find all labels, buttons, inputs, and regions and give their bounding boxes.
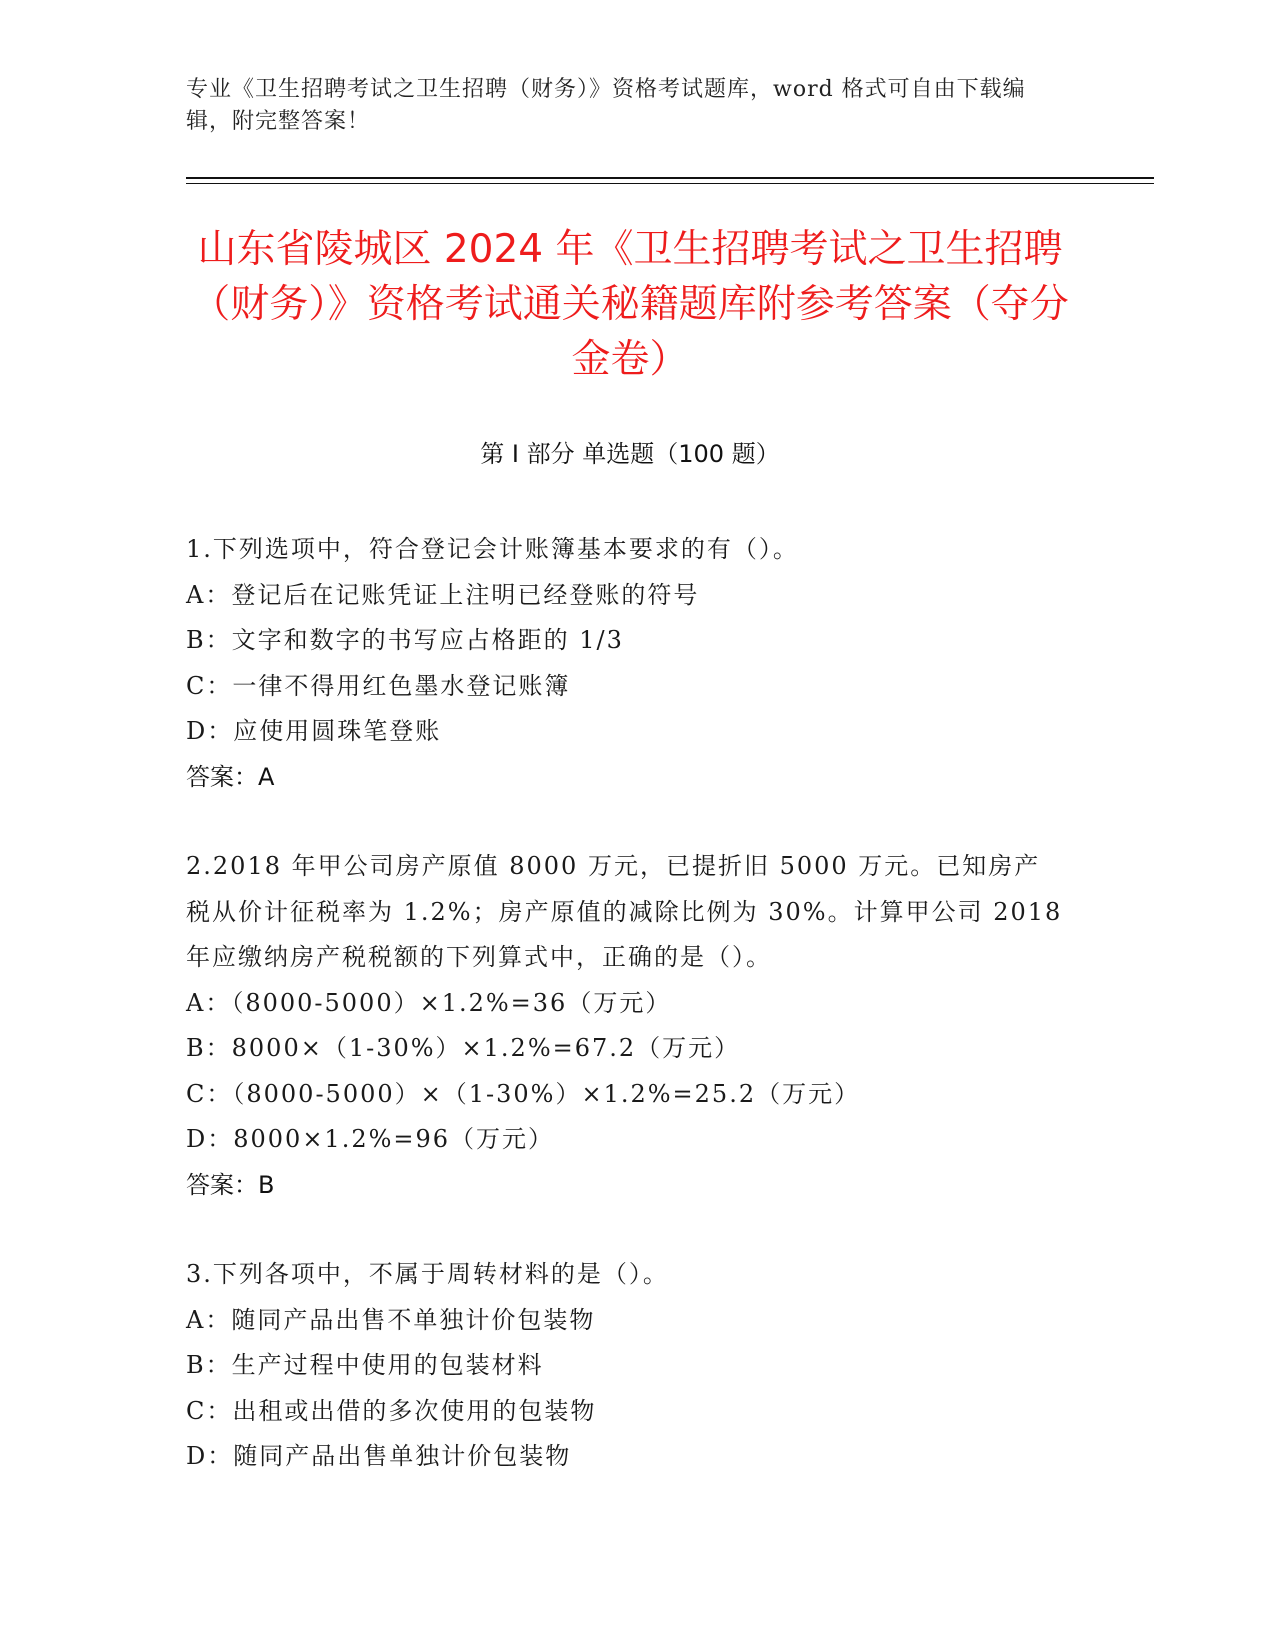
option-c: C：（8000-5000）×（1-30%）×1.2%=25.2（万元）: [186, 1079, 861, 1108]
option-c: C：一律不得用红色墨水登记账簿: [186, 671, 571, 700]
option-d: D：随同产品出售单独计价包装物: [186, 1442, 572, 1470]
document-title: 山东省陵城区 2024 年《卫生招聘考试之卫生招聘（财务）》资格考试通关秘籍题库附参考答案（夺分金卷）: [191, 227, 1069, 382]
question-stem: 2.2018 年甲公司房产原值 8000 万元，已提折旧 5000 万元。已知房产税从价计征税率为 1.2%；房产原值的减除比例为 30%。计算甲公司 2018 年应缴纳房产税税额的下列算式中，正确的是（）。: [186, 852, 1063, 971]
option-b: B：生产过程中使用的包装材料: [186, 1351, 544, 1379]
option-a: A：登记后在记账凭证上注明已经登账的符号: [186, 580, 700, 609]
question-3: [186, 1252, 1066, 1480]
option-c: C：出租或出借的多次使用的包装物: [186, 1396, 597, 1425]
header-rule-thin: [186, 183, 1154, 184]
option-d: D：应使用圆珠笔登账: [186, 717, 442, 745]
question-1: [186, 527, 1066, 800]
answer: 答案：A: [186, 762, 275, 791]
section-title: 第 I 部分 单选题（100 题）: [480, 440, 780, 468]
question-spacer: [186, 1208, 1066, 1252]
question-spacer: [186, 800, 1066, 844]
question-2: [186, 844, 1066, 1208]
option-a: A：随同产品出售不单独计价包装物: [186, 1305, 596, 1334]
question-stem: 3.下列各项中，不属于周转材料的是（）。: [186, 1260, 669, 1288]
option-b: B：文字和数字的书写应占格距的 1/3: [186, 626, 624, 654]
option-b: B：8000×（1-30%）×1.2%=67.2（万元）: [186, 1034, 741, 1062]
header-note: 专业《卫生招聘考试之卫生招聘（财务）》资格考试题库，word 格式可自由下载编辑，附完整答案！: [186, 77, 1026, 134]
answer: 答案：B: [186, 1170, 275, 1199]
question-stem: 1.下列选项中，符合登记会计账簿基本要求的有（）。: [186, 535, 799, 563]
header-rule-thick: [186, 177, 1154, 179]
option-d: D：8000×1.2%=96（万元）: [186, 1125, 555, 1153]
question-list: [186, 527, 1066, 1480]
option-a: A：（8000-5000）×1.2%=36（万元）: [186, 988, 672, 1017]
